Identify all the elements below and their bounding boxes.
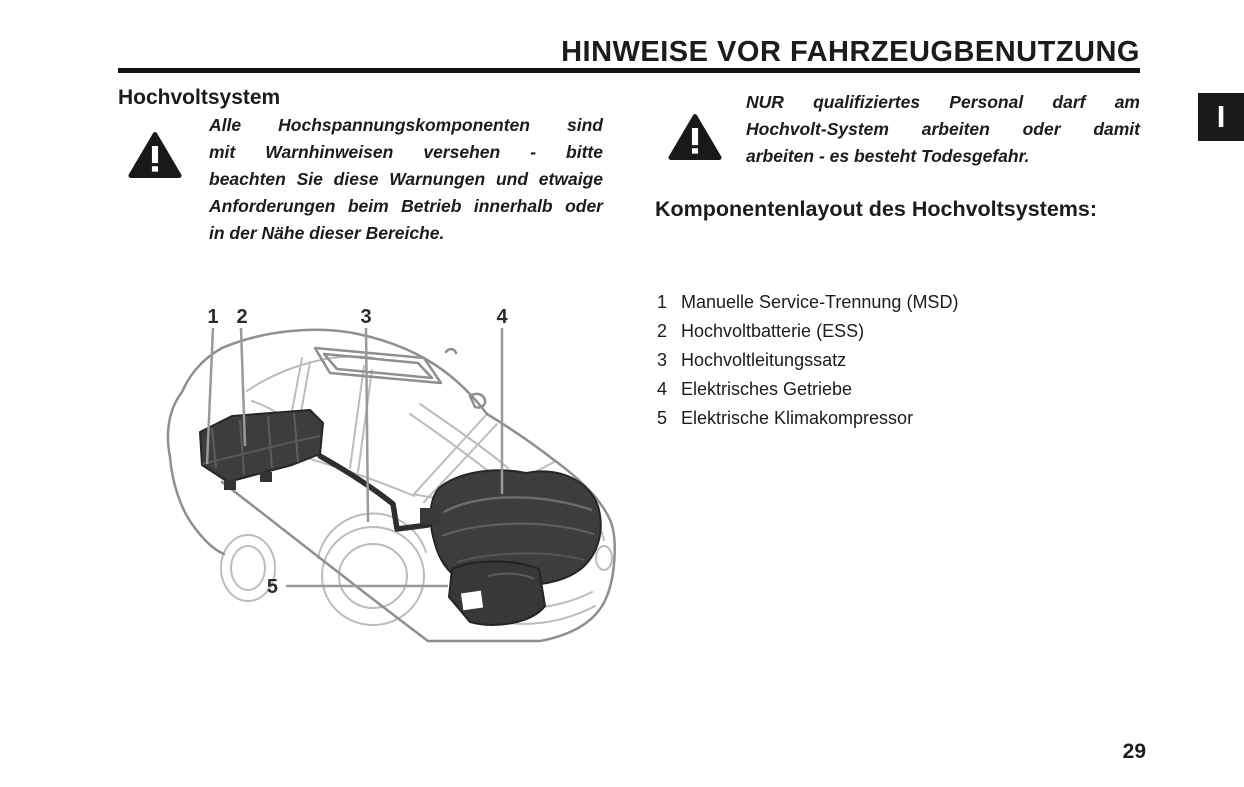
page-title: HINWEISE VOR FAHRZEUGBENUTZUNG [561, 36, 1140, 68]
list-item-number: 3 [657, 350, 668, 370]
list-item-label: Hochvoltleitungssatz [681, 350, 847, 370]
warning-line: Anforderungen beim Betrieb innerhalb oder [209, 196, 603, 216]
callout-number-5: 5 [266, 576, 278, 598]
warning-line: Alle Hochspannungskomponenten sind [209, 115, 603, 135]
list-item [657, 346, 958, 375]
warning-line: arbeiten - es besteht Todesgefahr. [746, 146, 1030, 166]
list-item-label: Elektrisches Getriebe [681, 379, 853, 399]
right-warning-text [746, 89, 1140, 170]
callout-number-2: 2 [236, 306, 248, 328]
list-item [657, 288, 958, 317]
list-item-number: 1 [657, 292, 668, 312]
list-item-number: 5 [657, 408, 668, 428]
warning-line: beachten Sie diese Warnungen und etwaige [209, 169, 603, 189]
callout-number-1: 1 [207, 306, 219, 328]
warning-line: mit Warnhinweisen versehen - bitte [209, 142, 603, 162]
section-tab [1198, 93, 1244, 141]
callout-number-3: 3 [360, 306, 372, 328]
section-tab-label: I [1216, 99, 1226, 134]
warning-triangle-icon [668, 112, 722, 162]
hv-climate-compressor [449, 562, 545, 625]
list-item-label: Manuelle Service-Trennung (MSD) [681, 292, 959, 312]
left-heading: Hochvoltsystem [118, 86, 281, 109]
callout-number-4: 4 [496, 306, 508, 328]
warning-triangle-icon [128, 130, 182, 180]
list-item-number: 2 [657, 321, 668, 341]
list-item [657, 375, 958, 404]
list-item [657, 404, 958, 433]
list-item-label: Hochvoltbatterie (ESS) [681, 321, 865, 341]
warning-line: Hochvolt-System arbeiten oder damit [746, 119, 1140, 139]
list-item-label: Elektrische Klimakompressor [681, 408, 914, 428]
warning-line: NUR qualifiziertes Personal darf am [746, 92, 1140, 112]
left-warning-text [209, 112, 603, 247]
page-number: 29 [1122, 740, 1146, 763]
hv-components-figure [152, 296, 634, 648]
component-layout-heading: Komponentenlayout des Hochvoltsystems: [655, 197, 1098, 221]
component-list [657, 288, 958, 433]
header-rule [118, 68, 1140, 73]
list-item-number: 4 [657, 379, 668, 399]
hv-battery [200, 410, 323, 490]
list-item [657, 317, 958, 346]
hv-cable [320, 456, 437, 529]
warning-line: in der Nähe dieser Bereiche. [209, 223, 445, 243]
